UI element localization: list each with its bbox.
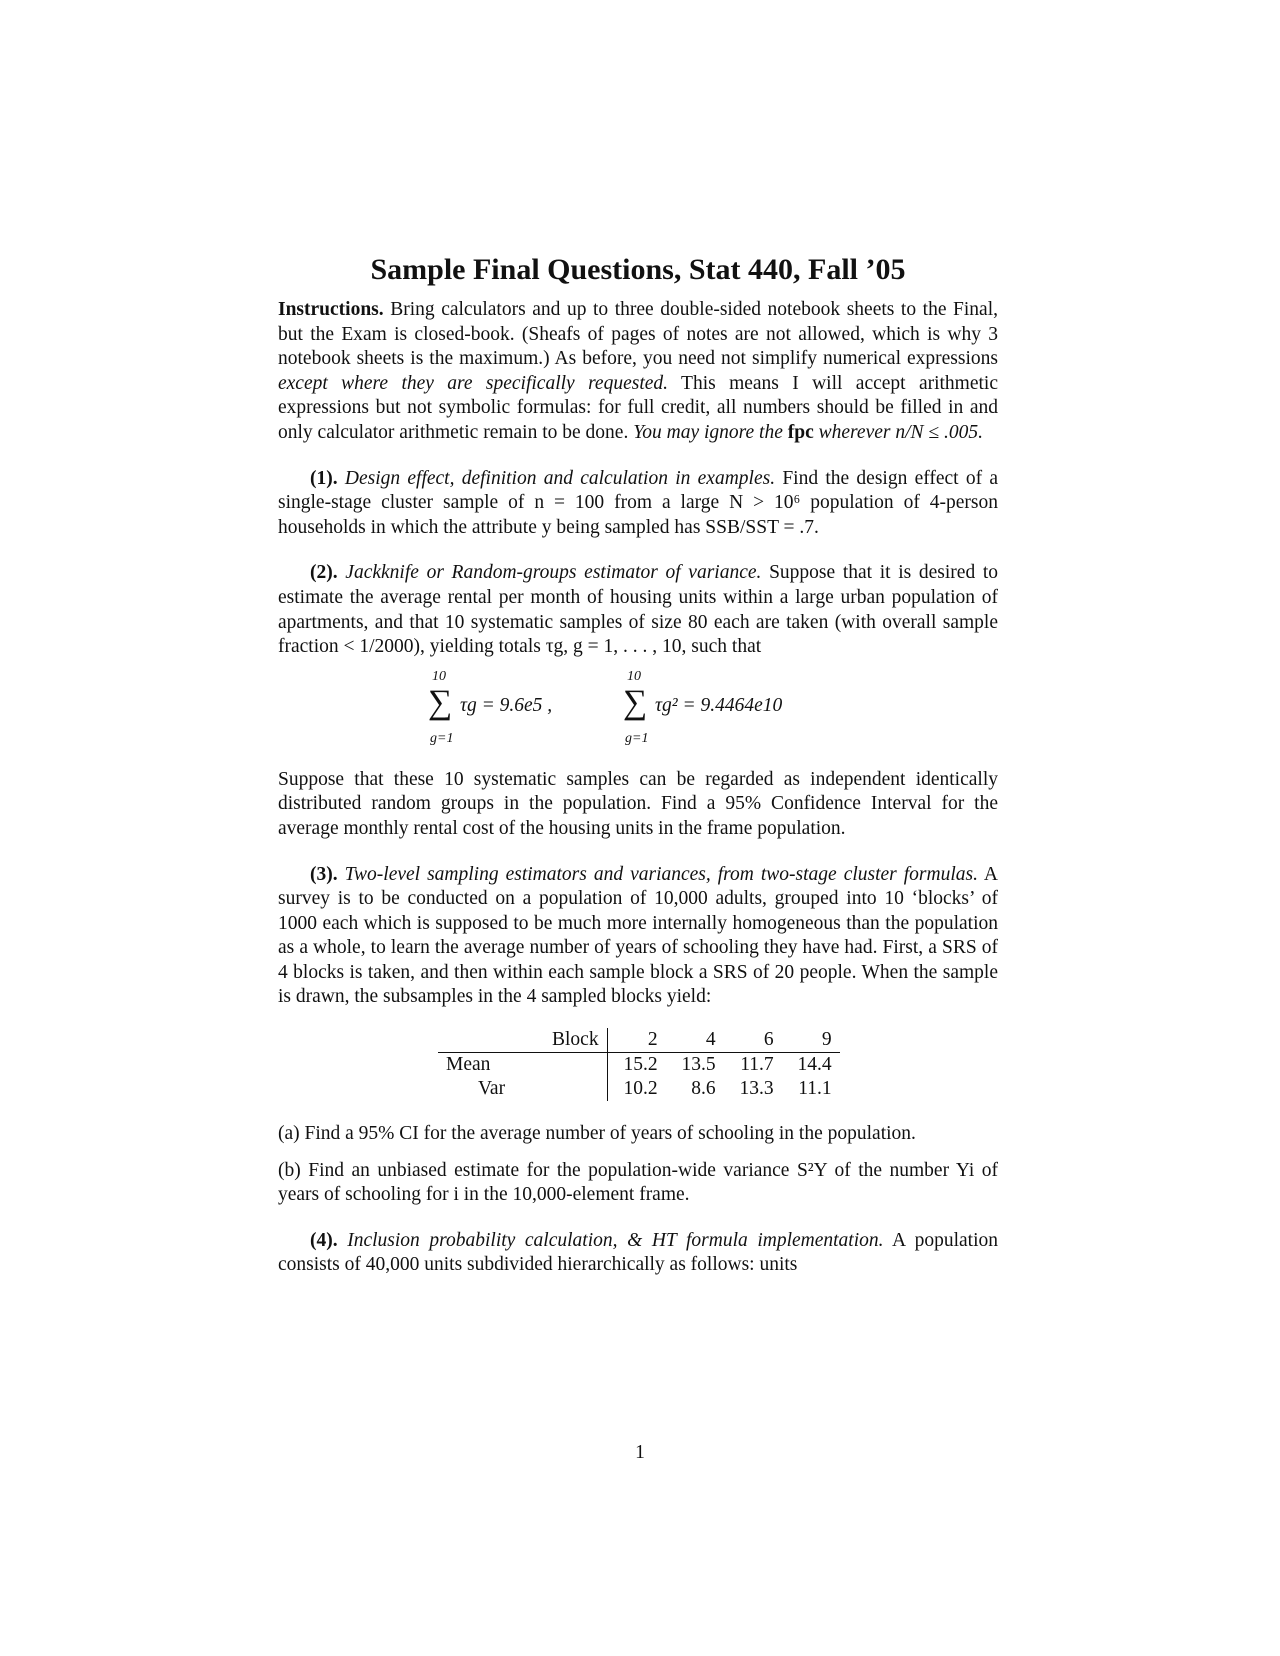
question-3-part-b: (b) Find an unbiased estimate for the population-wide variance S²Y of the number Yi of years of schooling for i in the 10,000-element frame. [278, 1159, 998, 1206]
instructions-emphasis-1: except where they are specifically requested. [278, 372, 669, 394]
table-cell: 8.6 [691, 1078, 716, 1100]
instructions-emphasis-2a: You may ignore the [633, 421, 788, 443]
summation-2-upper: 10 [627, 668, 641, 684]
instructions-fpc: fpc [787, 421, 814, 443]
table-header-label: Block [544, 1028, 607, 1053]
table-header-cell: 9 [782, 1028, 840, 1053]
question-3-part-a: (a) Find a 95% CI for the average number of years of schooling in the population. [278, 1123, 916, 1145]
question-1-body: Find the design effect of a single-stage cluster sample of n = 100 from a large N > 10⁶ population of 4-person households in which the attribute y being sampled has SSB/SST = .7. [278, 467, 999, 538]
summation-1-upper: 10 [432, 668, 446, 684]
question-1-number: (1). [310, 467, 338, 489]
table-cell: 13.3 [739, 1078, 774, 1100]
summation-1-lower: g=1 [430, 730, 454, 746]
question-3-number: (3). [310, 863, 338, 885]
instructions-emphasis-2b: wherever n/N ≤ .005. [813, 421, 983, 443]
page-number: 1 [635, 1442, 645, 1463]
block-data-table-wrapper [278, 1028, 998, 1108]
table-cell: 13.5 [681, 1054, 716, 1076]
table-cell: 11.7 [740, 1054, 774, 1076]
table-row [438, 1053, 840, 1078]
summation-1-term: τg = 9.6e5 , [460, 694, 553, 716]
question-3 [278, 863, 998, 1011]
table-header-cell: 2 [607, 1028, 666, 1053]
table-cell: 10.2 [607, 1077, 666, 1101]
table-header-row [438, 1028, 840, 1053]
summation-1 [428, 670, 628, 754]
instructions-text-1: Bring calculators and up to three double-sided notebook sheets to the Final, but the Exam is closed-book. (Sheafs of pages of notes are not allowed, which is why 3 notebook sheets is the maximum.) As before, you need not simplify numerical expressions [278, 299, 998, 370]
summation-2-term: τg² = 9.4464e10 [655, 694, 783, 716]
question-2-continuation: Suppose that these 10 systematic samples can be regarded as independent identically distributed random groups in the population. Find a 95% Confidence Interval for the average monthly rental cost of the housing units in the frame population. [278, 768, 998, 839]
instructions-paragraph [278, 298, 998, 446]
question-3-topic: Two-level sampling estimators and variances, from two-stage cluster formulas. [344, 863, 978, 885]
question-3-body: A survey is to be conducted on a population of 10,000 adults, grouped into 10 ‘blocks’ of 1000 each which is supposed to be much more internally homogeneous than the population as a whole, to learn the average number of years of schooling they have had. First, a SRS of 4 blocks is taken, and then within each sample block a SRS of 20 people. When the sample is drawn, the subsamples in the 4 sampled blocks yield: [278, 863, 998, 1008]
block-data-table [438, 1028, 840, 1101]
summation-2 [623, 670, 863, 754]
question-4-number: (4). [310, 1229, 338, 1251]
table-cell: 14.4 [797, 1054, 832, 1076]
sigma-icon: ∑ [428, 683, 453, 721]
question-2-topic: Jackknife or Random-groups estimator of variance. [345, 562, 762, 584]
question-4-topic: Inclusion probability calculation, & HT formula implementation. [347, 1229, 884, 1251]
table-cell: 15.2 [607, 1053, 666, 1078]
table-row-label: Var [478, 1078, 506, 1100]
table-row-label: Mean [446, 1054, 491, 1076]
question-1-topic: Design effect, definition and calculation in examples. [344, 467, 776, 489]
question-4 [278, 1229, 998, 1278]
question-1 [278, 467, 998, 541]
table-row [438, 1077, 840, 1101]
summation-display [278, 670, 998, 754]
question-2 [278, 561, 998, 659]
question-2-number: (2). [310, 562, 338, 584]
instructions-label: Instructions. [278, 299, 384, 320]
page-title: Sample Final Questions, Stat 440, Fall ’05 [370, 253, 906, 286]
instructions-text-2: This means I will accept arithmetic expressions but not symbolic formulas: for full credit, all numbers should be filled in and only calculator arithmetic remain to be done. [278, 372, 998, 443]
sigma-icon: ∑ [623, 683, 648, 721]
summation-2-lower: g=1 [625, 730, 649, 746]
table-header-cell: 6 [724, 1028, 782, 1053]
question-4-body: A population consists of 40,000 units subdivided hierarchically as follows: units [278, 1229, 999, 1276]
document-page [278, 252, 998, 1278]
table-cell: 11.1 [798, 1078, 832, 1100]
question-2-body: Suppose that it is desired to estimate the average rental per month of housing units within a large urban population of apartments, and that 10 systematic samples of size 80 each are taken (with overall sample fraction < 1/2000), yielding totals τg, g = 1, . . . , 10, such that [278, 562, 999, 658]
table-header-cell: 4 [666, 1028, 724, 1053]
